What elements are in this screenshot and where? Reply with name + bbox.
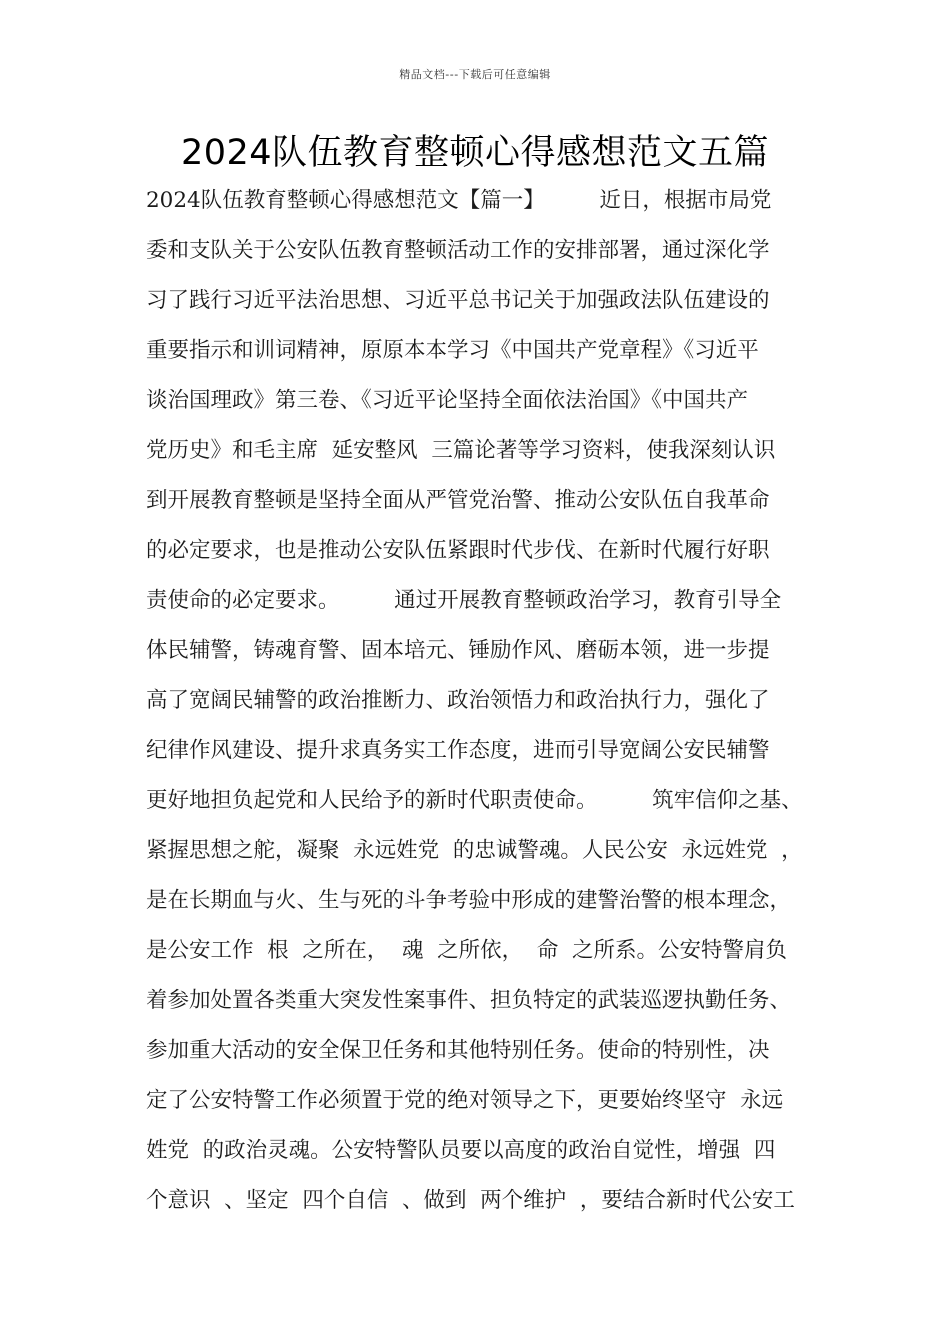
- body-line: 紧握思想之舵，凝聚 永远姓党 的忠诚警魂。人民公安 永远姓党 ，: [146, 838, 803, 863]
- body-line: 着参加处置各类重大突发性案事件、担负特定的武装巡逻执勤任务、: [146, 988, 792, 1013]
- document-title: 2024队伍教育整顿心得感想范文五篇: [180, 133, 770, 173]
- body-line: 纪律作风建设、提升求真务实工作态度，进而引导宽阔公安民辅警: [146, 738, 770, 763]
- body-line: 谈治国理政》第三卷、《习近平论坚持全面依法治国》《中国共产: [146, 388, 749, 413]
- header-watermark: 精品文档---下载后可任意编辑: [399, 68, 551, 81]
- body-line: 委和支队关于公安队伍教育整顿活动工作的安排部署，通过深化学: [146, 238, 770, 263]
- body-line: 习了践行习近平法治思想、习近平总书记关于加强政法队伍建设的: [146, 288, 770, 313]
- body-line: 更好地担负起党和人民给予的新时代职责使命。 筑牢信仰之基、: [146, 788, 803, 813]
- body-line: 个意识 、坚定 四个自信 、做到 两个维护 ，要结合新时代公安工: [146, 1188, 795, 1213]
- body-line: 2024队伍教育整顿心得感想范文【篇一】 近日，根据市局党: [146, 188, 772, 213]
- body-line: 到开展教育整顿是坚持全面从严管党治警、推动公安队伍自我革命: [146, 488, 770, 513]
- body-line: 党历史》和毛主席 延安整风 三篇论著等学习资料，使我深刻认识: [146, 438, 776, 463]
- body-line: 参加重大活动的安全保卫任务和其他特别任务。使命的特别性，决: [146, 1038, 770, 1063]
- body-line: 是公安工作 根 之所在， 魂 之所依， 命 之所系。公安特警肩负: [146, 938, 788, 963]
- body-line: 重要指示和训词精神，原原本本学习《中国共产党章程》《习近平: [146, 338, 759, 363]
- body-line: 定了公安特警工作必须置于党的绝对领导之下，更要始终坚守 永远: [146, 1088, 784, 1113]
- body-line: 姓党 的政治灵魂。公安特警队员要以高度的政治自觉性，增强 四: [146, 1138, 776, 1163]
- body-line: 体民辅警，铸魂育警、固本培元、锤励作风、磨砺本领，进一步提: [146, 638, 770, 663]
- body-line: 高了宽阔民辅警的政治推断力、政治领悟力和政治执行力，强化了: [146, 688, 770, 713]
- body-line: 的必定要求，也是推动公安队伍紧跟时代步伐、在新时代履行好职: [146, 538, 770, 563]
- body-line: 责使命的必定要求。 通过开展教育整顿政治学习，教育引导全: [146, 588, 782, 613]
- body-line: 是在长期血与火、生与死的斗争考验中形成的建警治警的根本理念，: [146, 888, 792, 913]
- document-body: [146, 176, 816, 1226]
